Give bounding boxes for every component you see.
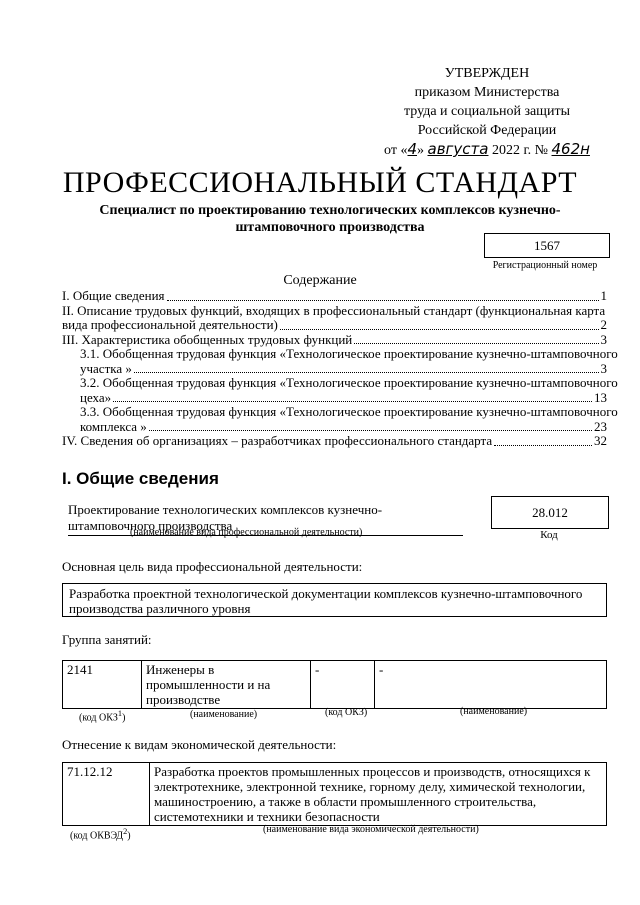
approval-line-1: УТВЕРЖДЕН	[444, 66, 530, 81]
handwritten-month: августа	[427, 140, 489, 158]
economic-activity-table	[62, 762, 607, 826]
activity-code-box: 28.012	[491, 496, 609, 529]
okz-code-caption: (код ОКЗ$^1$)	[79, 709, 126, 724]
econ-label: Отнесение к видам экономической деятельности:	[62, 737, 337, 752]
okz-name-cell: Инженеры в промышленности и на производстве	[142, 661, 311, 709]
toc-item[interactable]: II. Описание трудовых функций, входящих в профессиональный стандарт (функциональная карта вида профессиональной деятельности) 2	[62, 302, 607, 332]
okved-code-caption: (код ОКВЭД$^2$)	[70, 827, 131, 842]
okz-name-caption-2: (наименование)	[460, 706, 528, 717]
toc-item[interactable]: IV. Сведения об организациях – разработчиках профессионального стандарта 32	[62, 433, 607, 448]
okved-name-caption: (наименование вида экономической деятельности)	[263, 824, 479, 835]
section-heading: I. Общие сведения	[62, 469, 219, 488]
registration-number-box: 1567	[484, 233, 610, 258]
goal-box: Разработка проектной технологической документации комплексов кузнечно-штамповочного производства различного уровня	[62, 583, 607, 617]
year-text: 2022 г. №	[491, 143, 549, 158]
activity-kind-name: Проектирование технологических комплексов кузнечно- штамповочного производства	[68, 502, 463, 536]
approval-date-line	[372, 140, 602, 160]
toc-item[interactable]: 3.2. Обобщенная трудовая функция «Технологическое проектирование кузнечно-штамповочного цеха» 13	[80, 375, 618, 405]
subtitle-line-1: Специалист по проектированию технологических комплексов кузнечно-	[99, 203, 561, 218]
toc-item[interactable]: I. Общие сведения 1	[62, 288, 607, 303]
document-subtitle	[60, 202, 600, 236]
toc-item[interactable]: 3.1. Обобщенная трудовая функция «Технологическое проектирование кузнечно-штамповочного участка » 3	[80, 346, 618, 376]
toc-title: Содержание	[283, 273, 357, 288]
handwritten-number: 462н	[551, 140, 590, 158]
toc-item[interactable]: III. Характеристика обобщенных трудовых функций 3	[62, 331, 607, 347]
approval-line-2: приказом Министерства	[414, 85, 560, 100]
handwritten-day: 4	[407, 140, 418, 158]
goal-label: Основная цель вида профессиональной деятельности:	[62, 559, 363, 574]
approval-block	[372, 64, 602, 160]
group-label: Группа занятий:	[62, 632, 152, 647]
activity-code-caption: Код	[540, 529, 558, 541]
okved-name-cell: Разработка проектов промышленных процессов и производств, относящихся к электротехнике, электронной технике, горному делу, химической технологии, машиностроению, а также в области промышленного строительства, системотехники и техники безопасности	[150, 763, 607, 826]
okved-code-cell: 71.12.12	[63, 763, 150, 826]
toc-item[interactable]: 3.3. Обобщенная трудовая функция «Технологическое проектирование кузнечно-штамповочного комплекса » 23	[80, 404, 618, 434]
approval-line-3: труда и социальной защиты	[404, 104, 570, 119]
occupation-group-table	[62, 660, 607, 709]
activity-kind-caption: (наименование вида профессиональной деятельности)	[130, 527, 363, 538]
okz-code-caption-2: (код ОКЗ)	[325, 707, 368, 718]
okz-name-cell-2: -	[375, 661, 607, 709]
approval-line-4: Российской Федерации	[417, 123, 557, 138]
date-prefix: от «	[384, 143, 408, 158]
subtitle-line-2: штамповочного производства	[235, 220, 425, 235]
okz-name-caption: (наименование)	[190, 709, 258, 720]
okz-code-cell: 2141	[63, 661, 142, 709]
registration-number-label: Регистрационный номер	[492, 260, 598, 271]
okz-code-cell-2: -	[311, 661, 375, 709]
document-title: ПРОФЕССИОНАЛЬНЫЙ СТАНДАРТ	[62, 166, 578, 199]
table-of-contents	[62, 288, 618, 449]
date-mid: »	[417, 143, 425, 158]
